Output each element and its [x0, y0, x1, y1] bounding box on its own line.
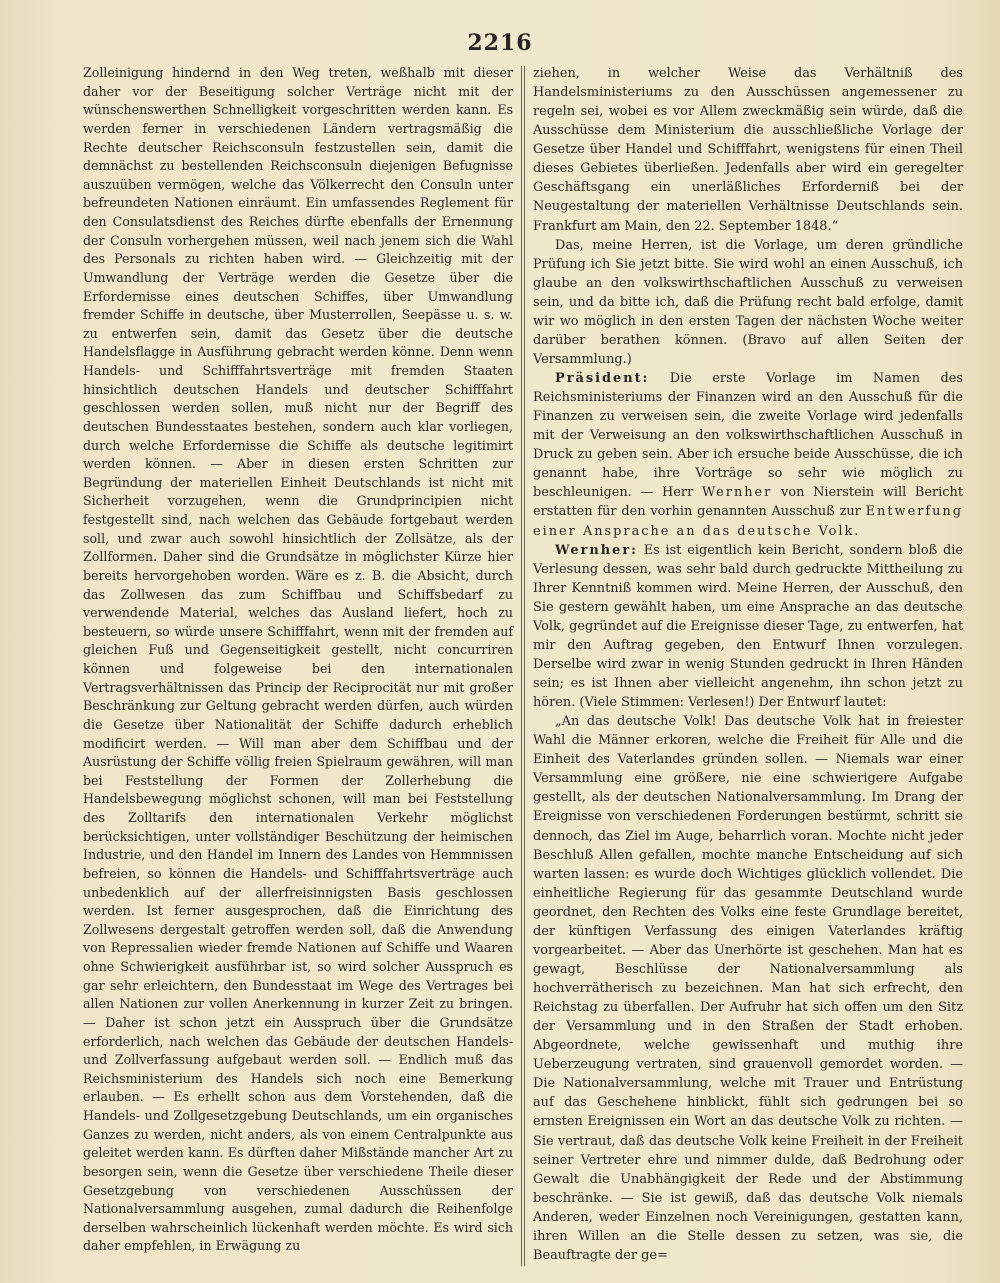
- wernher-statement: Es ist eigentlich kein Bericht, sondern bloß die Verlesung dessen, was sehr bald durch gedruckte Mittheilung zu Ihrer Kenntniß kommen wird. Meine Herren, der Ausschuß, den Sie gestern gewählt haben, um eine Ansprache an das deutsche Volk, gegründet auf die Ereignisse dieser Tage, zu entwerfen, hat mir den Auftrag gegeben, den Entwurf Ihnen vorzulegen. Derselbe wird zwar in wenig Stunden gedruckt in Ihren Händen sein; es ist Ihnen aber vielleicht angenehm, ihn schon jetzt zu hören. (Viele Stimmen: Verlesen!) Der Entwurf lautet:: [533, 542, 963, 711]
- right-paragraph-2: Das, meine Herren, ist die Vorlage, um deren gründliche Prüfung ich Sie jetzt bitte. Sie wird wohl an einen Ausschuß, ich glaube an den volkswirthschaftlichen Ausschuß zu verweisen sein, und da bitte ich, daß die Prüfung recht bald erfolge, damit wir wo möglich in den ersten Tagen der nächsten Woche weiter darüber berathen können. (Bravo auf allen Seiten der Versammlung.): [533, 237, 963, 367]
- speaker-president: Präsident:: [555, 371, 650, 386]
- right-paragraph-3: [533, 369, 963, 541]
- right-paragraph-4: [533, 541, 963, 713]
- left-column: [83, 64, 513, 1256]
- president-statement-continued: von Nierstein will Bericht erstatten für den vorhin genannten Ausschuß zur: [533, 485, 963, 520]
- speaker-name-wernher: Wernher: [701, 485, 773, 501]
- column-divider-double: [524, 66, 525, 1266]
- column-divider: [521, 66, 522, 1266]
- speaker-wernher: Wernher:: [555, 542, 638, 558]
- right-column: [533, 64, 963, 1265]
- committee-title: Entwerfung einer Ansprache an das deutsche Volk.: [533, 504, 963, 539]
- president-statement: Die erste Vorlage im Namen des Reichsministeriums der Finanzen wird an den Ausschuß für die Finanzen zu verweisen sein, die zweite Vorlage wird jedenfalls mit der Verweisung an den volkswirthschaftlichen Ausschuß in Druck zu geben sein. Aber ich ersuche beide Ausschüsse, die ich genannt habe, ihre Vorträge so sehr wie möglich zu beschleunigen. — Herr: [533, 371, 963, 501]
- left-paragraph-1: Zolleinigung hindernd in den Weg treten, weßhalb mit dieser daher vor der Beseitigung solcher Verträge nicht mit der wünschenswerthen Schnelligkeit vorgeschritten werden kann. Es werden ferner in verschiedenen Ländern vertragsmäßig die Rechte deutscher Reichsconsuln festzustellen sein, damit die demnächst zu bestellenden Reichsconsuln diejenigen Befugnisse auszuüben vermögen, welche das Völkerrecht den Consuln unter befreundeten Nationen einräumt. Ein umfassendes Reglement für den Consulatsdienst des Reiches dürfte ebenfalls der Ernennung der Consuln vorhergehen müssen, weil nach jenem sich die Wahl des Personals zu richten haben wird. — Gleichzeitig mit der Umwandlung der Verträge werden die Gesetze über die Erfordernisse eines deutschen Schiffes, über Umwandlung fremder Schiffe in deutsche, über Musterrollen, Seepässe u. s. w. zu entwerfen sein, damit das Gesetz über die deutsche Handelsflagge in Ausführung gebracht werden könne. Denn wenn Handels- und Schifffahrtsverträge mit fremden Staaten hinsichtlich deutschen Handels und deutscher Schifffahrt geschlossen werden sollen, muß nicht nur der Begriff des deutschen Bundesstaates bestehen, sondern auch klar vorliegen, durch welche Erfordernisse die Schiffe als deutsche legitimirt werden können. — Aber in diesen ersten Schritten zur Begründung der materiellen Einheit Deutschlands ist nicht mit Sicherheit vorzugehen, wenn die Grundprincipien nicht festgestellt sind, nach welchen das Gebäude fortgebaut werden soll, und zwar auch sowohl hinsichtlich der Zollsätze, als der Zollformen. Daher sind die Grundsätze in möglichster Kürze hier bereits hervorgehoben worden. Wäre es z. B. die Absicht, durch das Zollwesen das zum Schiffbau und Schiffsbedarf zu verwendende Material, welches das Ausland liefert, hoch zu besteuern, so würde unsere Schifffahrt, wenn mit der fremden auf gleichen Fuß und Gegenseitigkeit gestellt, nicht concurriren können und folgeweise bei den internationalen Vertragsverhältnissen das Princip der Reciprocität nur mit großer Beschränkung zur Geltung gebracht werden dürfen, auch würden die Gesetze über Nationalität der Schiffe dadurch erheblich modificirt werden. — Will man aber dem Schiffbau und der Ausrüstung der Schiffe völlig freien Spielraum gewähren, will man bei Feststellung der Formen der Zollerhebung die Handelsbewegung möglichst schonen, will man bei Feststellung des Zolltarifs den internationalen Verkehr möglichst berücksichtigen, unter vollständiger Beschützung der heimischen Industrie, und den Handel im Innern des Landes von Hemmnissen befreien, so können die Handels- und Schifffahrtsverträge auch unbedenklich auf der allerfreisinnigsten Basis geschlossen werden. Ist ferner ausgesprochen, daß die Einrichtung des Zollwesens dergestalt getroffen werden soll, daß die Anwendung von Repressalien wieder fremde Nationen auf Schiffe und Waaren ohne Schwierigkeit ausführbar ist, so wird solcher Ausspruch es gar sehr erleichtern, den Bundesstaat im Wege des Vertrages bei allen Nationen zur vollen Anerkennung in kurzer Zeit zu bringen. — Daher ist schon jetzt ein Ausspruch über die Grundsätze erforderlich, nach welchen das Gebäude der deutschen Handels- und Zollverfassung aufgebaut werden soll. — Endlich muß das Reichsministerium des Handels sich noch eine Bemerkung erlauben. — Es erhellt schon aus dem Vorstehenden, daß die Handels- und Zollgesetzgebung Deutschlands, um ein organisches Ganzes zu werden, nicht anders, als von einem Centralpunkte aus geleitet werden kann. Es dürften daher Mißstände mancher Art zu besorgen sein, wenn die Gesetze über verschiedene Theile dieser Gesetzgebung von verschiedenen Ausschüssen der Nationalversammlung ausgehen, zumal dadurch die Reihenfolge derselben wahrscheinlich lückenhaft werden möchte. Es wird sich daher empfehlen, in Erwägung zu: [83, 65, 513, 1254]
- page-number: 2216: [467, 30, 533, 56]
- right-paragraph-5-proclamation: „An das deutsche Volk! Das deutsche Volk hat in freiester Wahl die Männer erkoren, welche die Freiheit für Alle und die Einheit des Vaterlandes gründen sollen. — Niemals war einer Versammlung eine größere, nie eine schwierigere Aufgabe gestellt, als der deutschen Nationalversammlung. Im Drang der Ereignisse von verschiedenen Forderungen bestürmt, schritt sie dennoch, das Ziel im Auge, beharrlich voran. Mochte nicht jeder Beschluß Allen gefallen, mochte manche Entscheidung auf sich warten lassen: es wurde doch Wichtiges glücklich vollendet. Die einheitliche Regierung für das gesammte Deutschland wurde geordnet, den Rechten des Volks eine feste Grundlage bereitet, der künftigen Verfassung des einigen Vaterlandes kräftig vorgearbeitet. — Aber das Unerhörte ist geschehen. Man hat es gewagt, Beschlüsse der Nationalversammlung als hochverrätherisch zu bezeichnen. Man hat sich erfrecht, den Reichstag zu überfallen. Der Aufruhr hat sich offen um den Sitz der Versammlung und in den Straßen der Stadt erhoben. Abgeordnete, welche gewissenhaft und muthig ihre Ueberzeugung vertraten, sind grauenvoll gemordet worden. — Die Nationalversammlung, welche mit Trauer und Entrüstung auf das Geschehene hinblickt, fühlt sich gedrungen bei so ernsten Ereignissen ein Wort an das deutsche Volk zu richten. — Sie vertraut, daß das deutsche Volk keine Freiheit in der Freiheit seiner Vertreter ehre und nimmer dulde, daß Bedrohung oder Gewalt die Unabhängigkeit der Rede und der Abstimmung beschränke. — Sie ist gewiß, daß das deutsche Volk niemals Anderen, weder Einzelnen noch Vereinigungen, gestatten kann, ihren Willen an die Stelle dessen zu setzen, was sie, die Beauftragte der ge=: [533, 714, 963, 1263]
- right-paragraph-1: ziehen, in welcher Weise das Verhältniß des Handelsministeriums zu den Ausschüssen angemessener zu regeln sei, wobei es vor Allem zweckmäßig sein würde, daß die Ausschüsse dem Ministerium die ausschließliche Vorlage der Gesetze über Handel und Schifffahrt, wenigstens für einen Theil dieses Gebietes überließen. Jedenfalls aber wird ein geregelter Geschäftsgang ein unerläßliches Erforderniß bei der Neugestaltung der materiellen Verhältnisse Deutschlands sein. Frankfurt am Main, den 22. September 1848.“: [533, 66, 963, 234]
